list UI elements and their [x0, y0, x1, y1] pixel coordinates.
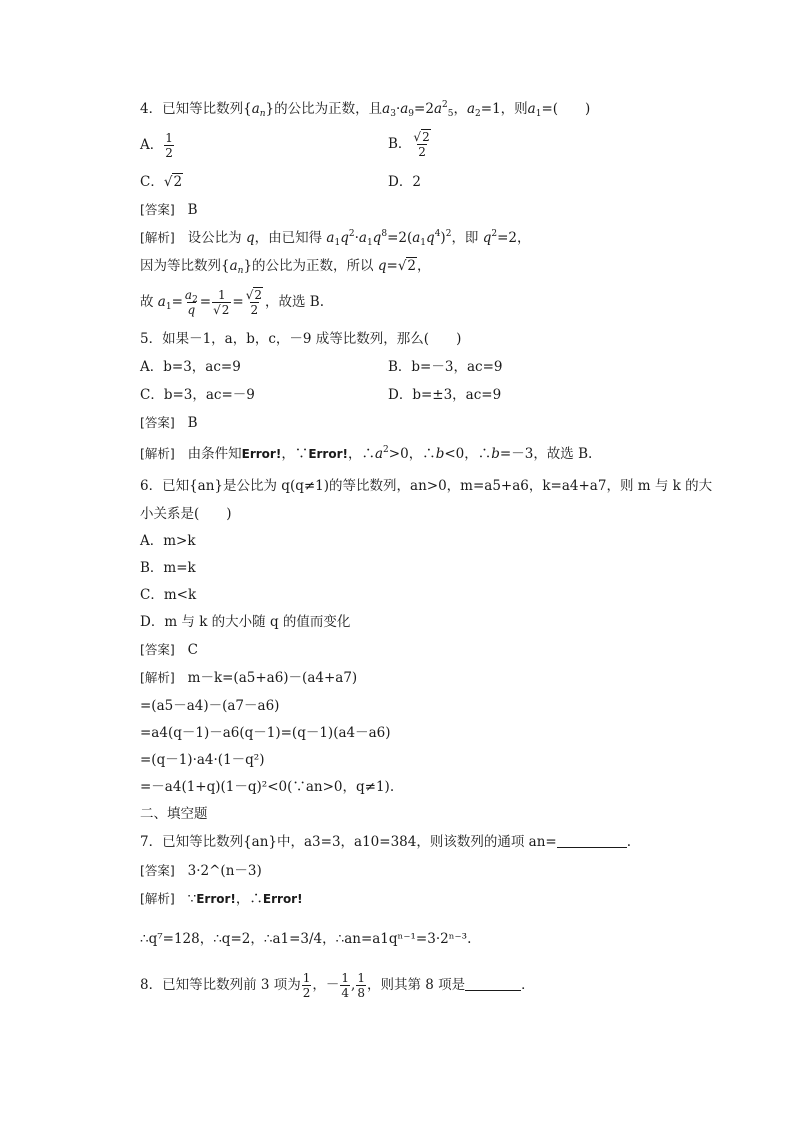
fraction: $\frac{1}{2}$: [165, 131, 173, 160]
analysis-text: ，∵: [281, 446, 309, 462]
analysis-text: ，∴: [235, 891, 263, 907]
q7-analysis-2: ∴q⁷=128，∴q=2，∴a1=3/4，∴an=a1qⁿ⁻¹=3·2ⁿ⁻³.: [140, 931, 472, 947]
option-label: A．: [140, 137, 164, 153]
analysis-text: }的公比为正数，所以: [243, 258, 378, 274]
answer-value: C: [187, 642, 198, 658]
q6-analysis-3: =a4(q－1)－a6(q－1)=(q－1)(a4－a6): [140, 725, 391, 741]
q6-analysis-2: =(a5－a4)－(a7－a6): [140, 698, 280, 714]
q4-option-b: [388, 128, 433, 160]
answer-label: [答案]: [140, 202, 175, 217]
q7-stem: [140, 833, 631, 851]
analysis-text: 因为等比数列{: [140, 258, 230, 274]
analysis-label: [解析]: [140, 230, 175, 245]
analysis-text: ，故选 B.: [265, 294, 325, 310]
q4-stem-text: 4．已知等比数列{: [140, 101, 252, 117]
option-label: C．: [140, 174, 164, 190]
sqrt: √2: [163, 174, 183, 190]
q8-stem-text: 8．已知等比数列前 3 项为: [140, 977, 301, 993]
answer-blank: [465, 990, 521, 991]
error-field: Error!: [241, 447, 282, 461]
section-heading: 二、填空题: [140, 806, 208, 822]
analysis-text: ∵: [187, 891, 197, 907]
fraction: $\frac{√2}{2}$: [413, 130, 430, 159]
q4-answer: [140, 201, 198, 219]
analysis-text: ，即: [451, 230, 483, 246]
q7-analysis-1: [140, 890, 303, 908]
answer-value: 3·2^(n－3): [187, 863, 262, 879]
analysis-label: [解析]: [140, 446, 175, 461]
q7-stem-text: .: [626, 834, 631, 850]
answer-label: [答案]: [140, 415, 175, 430]
q7-stem-text: 7．已知等比数列{an}中，a3=3，a10=384，则该数列的通项 an=: [140, 834, 557, 850]
error-field: Error!: [196, 892, 236, 906]
q4-stem-text: ，则: [500, 101, 528, 117]
q4-analysis-3: 故 $a_1=$ $\frac{a_2}{q}$ = $\frac{1}{√2}$ = $\frac{√2}{2}$ ，故选 B.: [140, 288, 325, 317]
analysis-text: 由条件知: [187, 446, 242, 462]
analysis-text: m－k=(a5+a6)－(a4+a7): [187, 670, 358, 686]
answer-label: [答案]: [140, 642, 175, 657]
analysis-text: ，∴: [464, 446, 492, 462]
q8-stem-text: ，－: [312, 977, 340, 993]
q6-option-b: B．m=k: [140, 560, 196, 576]
analysis-label: [解析]: [140, 670, 175, 685]
fraction: $\frac{1}{√2}$: [213, 288, 230, 317]
answer-label: [答案]: [140, 863, 175, 878]
q6-option-a: A．m>k: [140, 533, 196, 549]
q4-stem-text: =( ): [541, 101, 591, 117]
q5-option-b: B．b=－3，ac=9: [388, 359, 503, 375]
analysis-text: ，∴: [408, 446, 436, 462]
q6-answer: [140, 641, 198, 659]
q6-analysis-4: =(q－1)·a4·(1－q²): [140, 752, 265, 768]
q6-analysis-1: [140, 669, 357, 687]
error-field: Error!: [262, 892, 303, 906]
q8-stem: 8．已知等比数列前 3 项为 $\frac{1}{2}$ ，－ $\frac{1}{4}$ , $\frac{1}{8}$ ，则其第 8 项是 ．: [140, 971, 535, 1000]
q8-stem-text: ．: [521, 977, 535, 993]
option-label: B．: [388, 136, 412, 152]
analysis-text: ，∴: [347, 446, 375, 462]
q8-stem-text: ，则其第 8 项是: [366, 977, 466, 993]
q6-option-d: D．m 与 k 的大小随 q 的值而变化: [140, 614, 351, 630]
analysis-text: ，由已知得: [254, 230, 327, 246]
q5-option-c: C．b=3，ac=－9: [140, 387, 255, 403]
analysis-text: 设公比为: [187, 230, 246, 246]
fraction: $\frac{1}{8}$: [357, 971, 365, 1000]
analysis-text: 故: [140, 294, 158, 310]
q5-analysis: [解析] 由条件知Error!，∵Error!，$\therefore a^2>0$，∴b<0，∴b=－3，故选 B.: [140, 445, 593, 462]
fraction: $\frac{1}{4}$: [341, 971, 350, 1000]
q4-analysis-1: [解析] 设公比为 q，由已知得 $a_1q^2\cdot a_1q^8=2(a_1q^4)^2$，即 $q^2=2$，: [140, 229, 531, 248]
answer-blank: [557, 847, 627, 848]
q4-option-d: [388, 173, 421, 191]
q6-option-c: C．m<k: [140, 587, 197, 603]
q5-stem: 5．如果－1，a，b，c，－9 成等比数列，那么( ): [140, 331, 462, 347]
answer-value: B: [187, 415, 198, 431]
q6-stem-1: 6．已知{an}是公比为 q(q≠1)的等比数列，an>0，m=a5+a6，k=a4+a7，则 m 与 k 的大: [140, 478, 713, 494]
q4-option-a: [140, 130, 175, 160]
q5-option-d: D．b=±3，ac=9: [388, 387, 502, 403]
q4-stem-text: }的公比为正数，且: [265, 101, 383, 117]
fraction: $\frac{a_2}{q}$: [184, 288, 198, 317]
q6-analysis-5: =－a4(1+q)(1－q)²<0(∵an>0，q≠1).: [140, 779, 395, 795]
error-field: Error!: [308, 447, 348, 461]
option-label: D．: [388, 174, 413, 190]
fraction: $\frac{1}{2}$: [302, 971, 311, 1000]
q5-option-a: A．b=3，ac=9: [140, 359, 241, 375]
analysis-text: ，故选 B.: [533, 446, 593, 462]
q4-stem-text: ，: [453, 101, 467, 117]
answer-value: B: [187, 202, 198, 218]
q6-stem-2: 小关系是( ): [140, 506, 232, 522]
analysis-label: [解析]: [140, 891, 175, 906]
q4-option-c: [140, 173, 183, 191]
q5-answer: [140, 414, 198, 432]
q4-analysis-2: 因为等比数列$\{a_n\}$的公比为正数，所以 q=√2，: [140, 258, 431, 276]
q4-stem: 4．已知等比数列$\{a_n\}$的公比为正数，且$a_3\cdot a_9=2a^2_5$，$a_2=1$，则$a_1=$( ): [140, 100, 591, 119]
fraction: $\frac{√2}{2}$: [245, 288, 263, 317]
option-value: 2: [412, 174, 421, 190]
q7-answer: [140, 862, 262, 880]
